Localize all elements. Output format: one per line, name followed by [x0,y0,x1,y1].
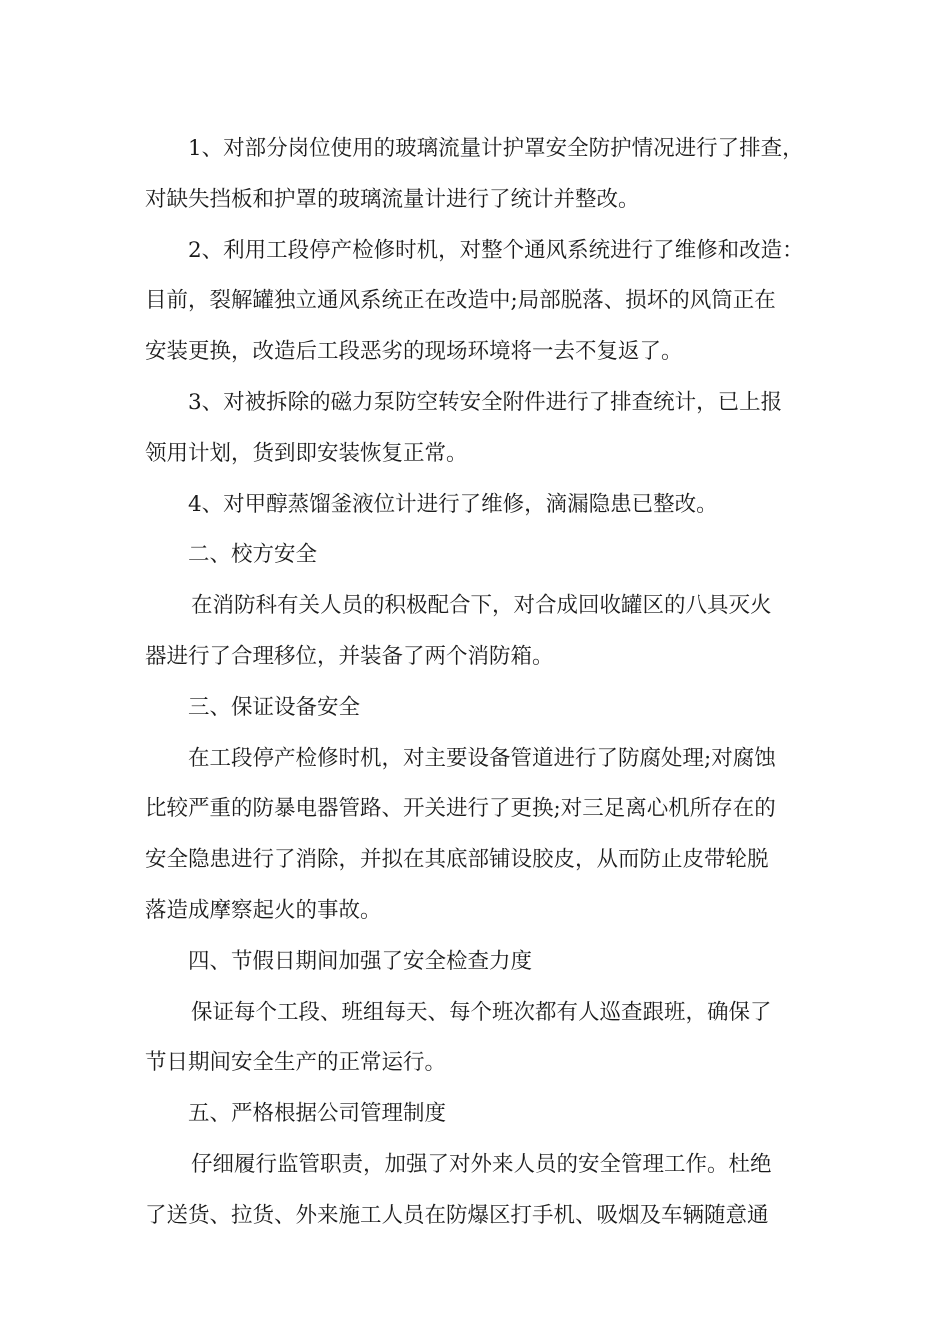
item-4-line-1: 4、对甲醇蒸馏釜液位计进行了维修，滴漏隐患已整改。 [188,491,718,517]
section-heading-5: 五、严格根据公司管理制度 [188,1101,447,1127]
section-4-line-2: 节日期间安全生产的正常运行。 [145,1050,447,1076]
section-3-line-4: 落造成摩察起火的事故。 [145,897,382,923]
section-2-line-1: 在消防科有关人员的积极配合下，对合成回收罐区的八具灭火 [191,593,772,619]
item-1-line-1: 1、对部分岗位使用的玻璃流量计护罩安全防护情况进行了排查， [188,136,804,161]
section-3-line-1: 在工段停产检修时机，对主要设备管道进行了防腐处理;对腐蚀 [188,745,776,771]
item-2-line-1: 2、利用工段停产检修时机，对整个通风系统进行了维修和改造： [188,237,804,263]
section-4-line-1: 保证每个工段、班组每天、每个班次都有人巡查跟班，确保了 [191,999,772,1025]
section-3-line-2: 比较严重的防暴电器管路、开关进行了更换;对三足离心机所存在的 [145,796,776,822]
section-heading-4: 四、节假日期间加强了安全检查力度 [188,948,533,974]
item-2-line-2: 目前，裂解罐独立通风系统正在改造中;局部脱落、损坏的风筒正在 [145,288,776,314]
document-body [145,124,845,1242]
item-3-line-1: 3、对被拆除的磁力泵防空转安全附件进行了排查统计，已上报 [188,389,783,415]
item-2-line-3: 安装更换，改造后工段恶劣的现场环境将一去不复返了。 [145,339,683,365]
section-5-line-2: 了送货、拉货、外来施工人员在防爆区打手机、吸烟及车辆随意通 [145,1202,769,1228]
section-5-line-1: 仔细履行监管职责，加强了对外来人员的安全管理工作。杜绝 [191,1151,772,1177]
section-heading-2: 二、校方安全 [188,542,318,568]
item-1-line-2: 对缺失挡板和护罩的玻璃流量计进行了统计并整改。 [145,186,640,212]
item-3-line-2: 领用计划，货到即安装恢复正常。 [145,440,468,466]
section-2-line-2: 器进行了合理移位，并装备了两个消防箱。 [145,643,554,669]
section-heading-3: 三、保证设备安全 [188,694,361,720]
section-3-line-3: 安全隐患进行了消除，并拟在其底部铺设胶皮，从而防止皮带轮脱 [145,847,769,873]
